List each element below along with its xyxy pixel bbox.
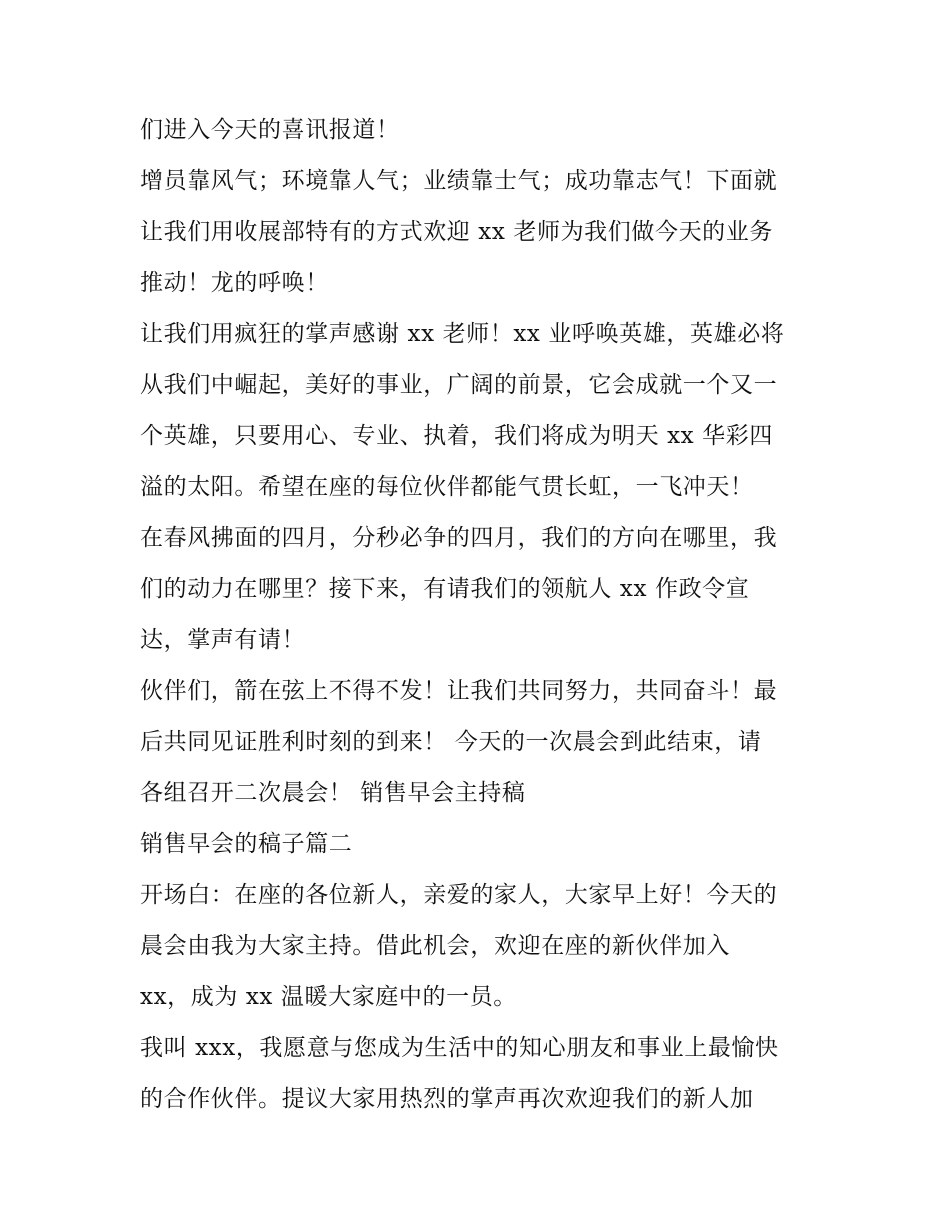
text-line: 增员靠风气；环境靠人气；业绩靠士气；成功靠志气！下面就 xyxy=(140,168,778,194)
text-line: 我叫 xxx，我愿意与您成为生活中的知心朋友和事业上最愉快 xyxy=(140,1035,779,1061)
text-line: 达，掌声有请！ xyxy=(140,627,306,653)
text-line: 溢的太阳。希望在座的每位伙伴都能气贯长虹，一飞冲天！ xyxy=(140,474,754,500)
text-line: 推动！龙的呼唤！ xyxy=(140,270,329,296)
text-line: 个英雄，只要用心、专业、执着，我们将成为明天 xx 华彩四 xyxy=(140,423,773,449)
text-line: 们的动力在哪里？接下来，有请我们的领航人 xx 作政令宣 xyxy=(140,576,750,602)
text-line: 的合作伙伴。提议大家用热烈的掌声再次欢迎我们的新人加 xyxy=(140,1086,754,1112)
text-line: 开场白：在座的各位新人，亲爱的家人，大家早上好！今天的 xyxy=(140,882,778,908)
text-line: 让我们用收展部特有的方式欢迎 xx 老师为我们做今天的业务 xyxy=(140,219,773,245)
text-line: 从我们中崛起，美好的事业，广阔的前景，它会成就一个又一 xyxy=(140,372,778,398)
text-line: 们进入今天的喜讯报道！ xyxy=(140,117,400,143)
text-line: xx，成为 xx 温暖大家庭中的一员。 xyxy=(140,984,517,1010)
section-heading: 销售早会的稿子篇二 xyxy=(140,831,353,857)
text-line: 伙伴们，箭在弦上不得不发！让我们共同努力，共同奋斗！最 xyxy=(140,678,778,704)
text-line: 后共同见证胜利时刻的到来！ 今天的一次晨会到此结束，请 xyxy=(140,729,762,755)
text-line: 让我们用疯狂的掌声感谢 xx 老师！xx 业呼唤英雄，英雄必将 xyxy=(140,321,785,347)
text-line: 晨会由我为大家主持。借此机会，欢迎在座的新伙伴加入 xyxy=(140,933,730,959)
text-line: 各组召开二次晨会！ 销售早会主持稿 xyxy=(140,780,526,806)
text-line: 在春风拂面的四月，分秒必争的四月，我们的方向在哪里，我 xyxy=(140,525,778,551)
